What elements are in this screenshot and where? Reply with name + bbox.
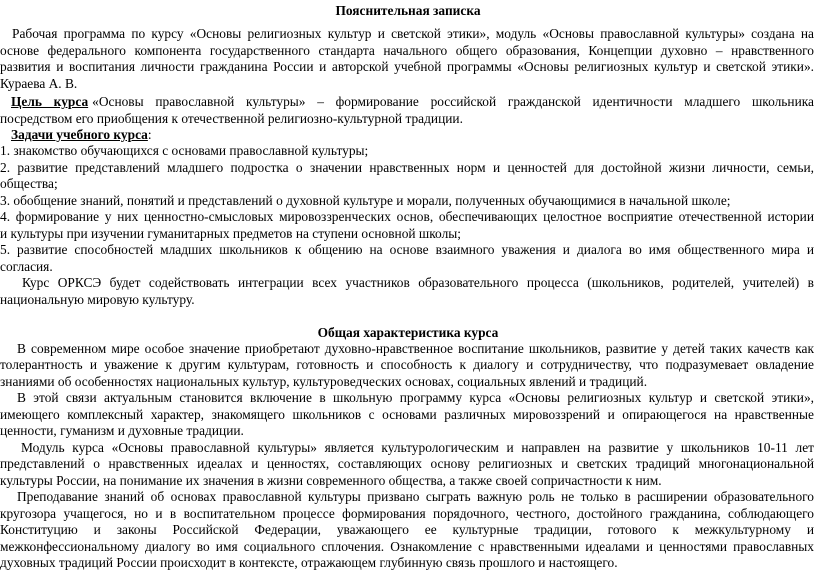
intro-line-4: Кураева А. В. [0,75,78,91]
tasks-heading [11,127,816,144]
tasks-label: Задачи учебного курса [11,127,148,142]
overview-line-10: Преподавание знаний об основах православной культуры призвано сыграть важную роль не только в расширении образовательного [17,489,814,505]
goal-line-2: посредством его приобщения к отечественной религиозно-культурной традиции. [0,110,463,126]
task-item-4: 4. формирование у них ценностно-смысловых мировоззренческих основ, обеспечивающих целостное восприятие отечественной истории [0,209,814,225]
overview-line-14: духовных традиций России происходит в контексте, отражающем глубинную связь прошлого и настоящего. [0,555,618,570]
task-item-2-cont: общества; [0,176,58,192]
goal-text: «Основы православной культуры» – формирование российской гражданской идентичности младшего школьника [92,94,814,109]
goal-line-1 [11,94,814,111]
section-title-explanatory-note: Пояснительная записка [335,3,481,18]
orkse-line-2: национальную мировую культуру. [0,291,195,307]
overview-line-11: кругозора учащегося, но и в воспитательном процессе формирования порядочного, честного, достойного гражданина, соблюдающего [0,505,814,521]
tasks-colon: : [147,127,152,142]
task-item-1: 1. знакомство обучающихся с основами православной культуры; [0,143,369,159]
overview-line-8: представлений о нравственных идеалах и ценностях, составляющих основу религиозных и светских традиций многонациональной [0,456,814,472]
overview-line-1: В современном мире особое значение приобретают духовно-нравственное воспитание школьников, развитие у детей таких качеств как [17,341,814,356]
overview-line-12: Конституцию и законы Российской Федерации, уважающего ее культурные традиции, готового к межкультурному и [0,522,814,538]
intro-line-3: развития и воспитания личности гражданина России и авторской учебной программы «Основы религиозных культур и светской этики». [0,59,814,75]
orkse-line-1: Курс ОРКСЭ будет содействовать интеграции всех участников образовательного процесса (школьников, родителей, учителей) в [22,275,814,291]
task-item-5-cont: согласия. [0,258,53,274]
overview-line-6: ценности, гуманизм и духовные традиции. [0,423,244,439]
overview-line-9: культуры России, на понимание их значения в жизни современного общества, а также своей сопричастности к ним. [0,472,662,488]
intro-line-2: основе федерального компонента государственного стандарта начального общего образования, Концепции духовно – нравственного [0,42,814,58]
overview-line-2: толерантность и уважение к другим культурам, готовность и способность к диалогу и сотрудничеству, что подразумевает овладение [0,357,814,373]
task-item-4-cont: и культуры при изучении гуманитарных предметов на ступени основной школы; [0,225,461,241]
intro-line-1: Рабочая программа по курсу «Основы религиозных культур и светской этики», модуль «Основы православной культуры» создана на [12,26,814,42]
task-item-2: 2. развитие представлений младшего подростка о значении нравственных норм и ценностей для достойной жизни личности, семьи, [0,159,814,175]
overview-line-3: знаниями об особенностях национальных культур, культуроведческих основах, социальных явлений и традиций. [0,373,648,389]
goal-label: Цель курса [11,94,89,109]
overview-line-4: В этой связи актуальным становится включение в школьную программу курса «Основы религиозных культур и светской этики», [17,390,814,406]
overview-line-13: межконфессиональному диалогу во имя социального сплочения. Ознакомление с нравственными идеалами и ценностями православных [0,538,814,554]
task-item-3: 3. обобщение знаний, понятий и представлений о духовной культуре и морали, полученных обучающимися в начальной школе; [0,192,731,208]
overview-line-7: Модуль курса «Основы православной культуры» является культурологическим и направлен на развитие у школьников 10-11 лет [21,439,814,455]
task-item-5: 5. развитие способностей младших школьников к общению на основе взаимного уважения и диалога во имя общественного мира и [0,242,814,258]
section-title-course-overview: Общая характеристика курса [317,324,499,340]
overview-line-5: имеющего комплексный характер, знакомящего школьников с основами различных мировоззрений и опирающегося на нравственные [0,406,814,422]
